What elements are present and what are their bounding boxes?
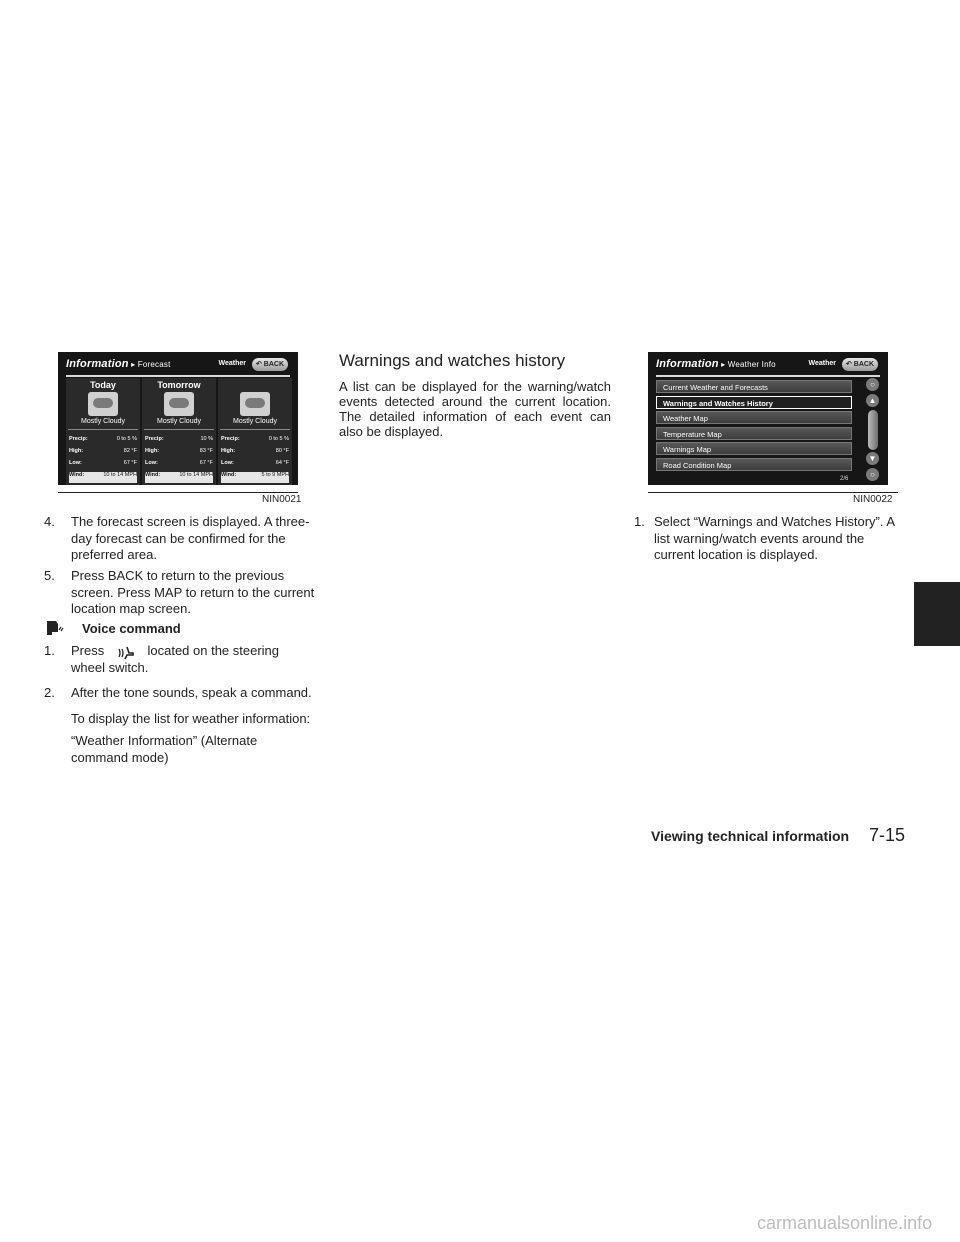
scrollbar[interactable]	[868, 410, 878, 450]
forecast-day-column	[218, 378, 292, 485]
watermark: carmanualsonline.info	[757, 1213, 933, 1233]
forecast-row	[145, 460, 213, 471]
forecast-row	[69, 448, 137, 459]
forecast-row-label: Wind:	[69, 472, 85, 478]
forecast-row-label: Low:	[145, 460, 158, 466]
step-text: Select “Warnings and Watches History”. A list warning/watch events around the current location is displayed.	[654, 514, 895, 562]
forecast-row-value: 67 °F	[123, 460, 137, 466]
scroll-top-button[interactable]: ○	[866, 378, 879, 391]
menu-item[interactable]: Current Weather and Forecasts	[656, 380, 852, 393]
forecast-divider	[220, 429, 290, 430]
forecast-row-label: Precip:	[69, 436, 88, 442]
voice-step-1	[44, 643, 316, 677]
forecast-row-value: 5 to 9 MPH	[261, 472, 289, 478]
forecast-condition: Mostly Cloudy	[233, 418, 277, 425]
step-text	[71, 643, 316, 676]
step-number: 5.	[44, 568, 55, 583]
forecast-row-value: 83 °F	[199, 448, 213, 454]
screen-weather-label: Weather	[218, 360, 246, 367]
forecast-divider	[144, 429, 214, 430]
forecast-row-label: Precip:	[221, 436, 240, 442]
forecast-row	[221, 448, 289, 459]
back-button[interactable]: ↶ BACK	[842, 358, 878, 371]
sub-text: “Weather Information” (Alternate command mode)	[71, 733, 258, 765]
forecast-row-value: 64 °F	[275, 460, 289, 466]
menu-item[interactable]: Warnings Map	[656, 442, 852, 455]
step-text: Press BACK to return to the previous screen. Press MAP to return to the current location map screen.	[71, 568, 315, 616]
screen-title: Information ▸ Forecast	[66, 358, 171, 370]
forecast-row	[69, 460, 137, 471]
figure-rule	[58, 492, 298, 493]
forecast-condition: Mostly Cloudy	[81, 418, 125, 425]
forecast-row-label: High:	[69, 448, 84, 454]
forecast-row	[145, 472, 213, 483]
right-step-1	[634, 514, 902, 566]
forecast-row-value: 0 to 5 %	[116, 436, 137, 442]
screen-weather-label: Weather	[808, 360, 836, 367]
forecast-row-label: Low:	[221, 460, 234, 466]
forecast-day-label: Tomorrow	[157, 380, 201, 390]
cloud-icon	[164, 392, 194, 416]
page-number: 7-15	[869, 825, 906, 845]
footer-section-title: Viewing technical information	[651, 828, 850, 844]
header-divider	[656, 375, 880, 377]
forecast-day-label: Today	[90, 380, 116, 390]
scroll-down-button[interactable]: ▼	[866, 452, 879, 465]
back-button[interactable]: ↶ BACK	[252, 358, 288, 371]
menu-item[interactable]: Temperature Map	[656, 427, 852, 440]
forecast-condition: Mostly Cloudy	[157, 418, 201, 425]
forecast-row-label: Precip:	[145, 436, 164, 442]
figure-caption: NIN0022	[853, 494, 893, 505]
forecast-day-column	[142, 378, 216, 485]
sub-text: To display the list for weather information:	[71, 711, 311, 726]
figure-rule	[648, 492, 898, 493]
forecast-row	[221, 460, 289, 471]
step-text-after: located on the steering wheel switch.	[71, 643, 280, 675]
menu-item[interactable]: Warnings and Watches History	[656, 396, 852, 409]
scroll-up-button[interactable]: ▲	[866, 394, 879, 407]
section-paragraph: A list can be displayed for the warning/watch events detected around the current location. The detailed information of each event can also be displayed.	[339, 379, 611, 439]
cloud-icon	[88, 392, 118, 416]
step-number: 1.	[44, 643, 55, 658]
forecast-row-label: Wind:	[221, 472, 237, 478]
page-indicator: 2/6	[840, 476, 849, 482]
voice-command-icon	[46, 619, 64, 637]
section-heading: Warnings and watches history	[339, 351, 566, 370]
forecast-row	[221, 472, 289, 483]
forecast-row-value: 67 °F	[199, 460, 213, 466]
menu-item[interactable]: Weather Map	[656, 411, 852, 424]
header-divider	[66, 375, 290, 377]
chapter-tab	[914, 582, 960, 646]
step-text-before: Press	[71, 643, 105, 658]
voice-step-2	[44, 685, 316, 703]
forecast-day-column	[66, 378, 140, 485]
step-number: 2.	[44, 685, 55, 700]
weather-info-screenshot	[648, 352, 888, 485]
voice-command-heading: Voice command	[82, 621, 181, 636]
step-text: After the tone sounds, speak a command.	[71, 685, 312, 700]
scroll-bottom-button[interactable]: ○	[866, 468, 879, 481]
forecast-row	[145, 448, 213, 459]
step-number: 4.	[44, 514, 55, 529]
cloud-icon	[240, 392, 270, 416]
forecast-row-value: 0 to 5 %	[268, 436, 289, 442]
forecast-row	[145, 436, 213, 447]
forecast-row-value: 10 to 14 MPH	[179, 472, 213, 478]
forecast-row-value: 10 %	[200, 436, 213, 442]
step-5	[44, 568, 316, 620]
screen-header	[66, 358, 290, 374]
step-4	[44, 514, 316, 566]
voice-step-2-sub1	[71, 711, 316, 728]
figure-caption: NIN0021	[262, 494, 302, 505]
forecast-screenshot	[58, 352, 298, 485]
forecast-row-label: Wind:	[145, 472, 161, 478]
screen-header	[656, 358, 880, 374]
forecast-row-value: 82 °F	[123, 448, 137, 454]
menu-item[interactable]: Road Condition Map	[656, 458, 852, 471]
forecast-row	[69, 436, 137, 447]
forecast-row-label: Low:	[69, 460, 82, 466]
forecast-divider	[68, 429, 138, 430]
forecast-row-label: High:	[221, 448, 236, 454]
voice-step-2-sub2	[71, 733, 316, 766]
step-text: The forecast screen is displayed. A three-day forecast can be confirmed for the preferred area.	[71, 514, 310, 562]
forecast-row-label: High:	[145, 448, 160, 454]
forecast-row	[69, 472, 137, 483]
forecast-row-value: 10 to 14 MPH	[103, 472, 137, 478]
forecast-row	[221, 436, 289, 447]
step-number: 1.	[634, 514, 645, 529]
screen-title: Information ▸ Weather Info	[656, 358, 776, 370]
talk-switch-icon	[108, 645, 144, 659]
forecast-row-value: 80 °F	[275, 448, 289, 454]
